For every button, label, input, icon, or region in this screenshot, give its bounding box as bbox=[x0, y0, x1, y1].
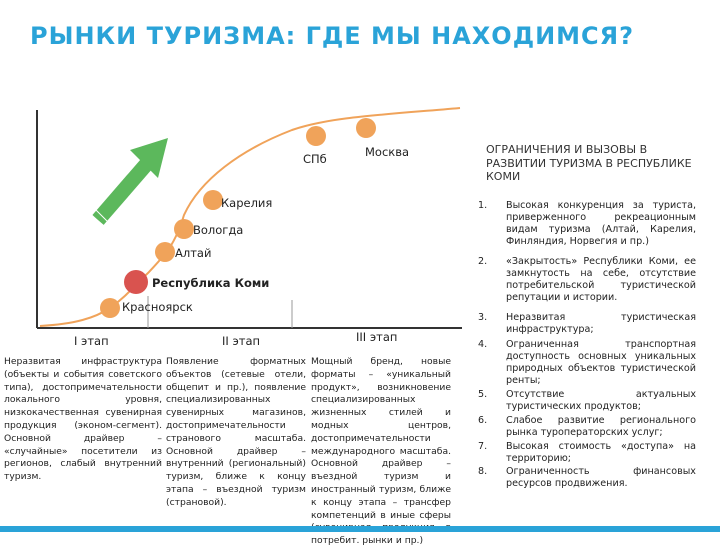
stage-2-description: Появление форматных объектов (сетевые отели, общепит и пр.), появление специализированных сувенирных магазинов, достопримечательности странового масштаба. Основной драйвер – внутренний (региональный) туризм, ближе к концу этапа – въездной туризм (страновой). bbox=[166, 356, 306, 508]
node-spb bbox=[306, 126, 326, 146]
node-krasnoyarsk bbox=[100, 298, 120, 318]
label-moscow: Москва bbox=[365, 145, 410, 159]
label-altai: Алтай bbox=[175, 246, 212, 260]
list-item: 8. Ограниченность финансовых ресурсов продвижения. bbox=[478, 466, 696, 490]
constraints-list bbox=[478, 200, 718, 492]
stage-1-description: Неразвитая инфраструктура (объекты и события советского типа), достопримечательности локального уровня, низкокачественная сувенирная продукция (эконом-сегмент). Основной драйвер – «случайные» посетители из регионов, слабый внутренний туризм. bbox=[4, 356, 162, 483]
label-spb: СПб bbox=[303, 152, 327, 166]
page-title: РЫНКИ ТУРИЗМА: ГДЕ МЫ НАХОДИМСЯ? bbox=[30, 22, 635, 50]
node-vologda bbox=[174, 219, 194, 239]
list-item: 1. Высокая конкуренция за туриста, приверженного рекреационным видам туризма (Алтай, Карелия, Финляндия, Норвегия и пр.) bbox=[478, 200, 696, 248]
node-komi bbox=[124, 270, 148, 294]
node-moscow bbox=[356, 118, 376, 138]
list-item: 6. Слабое развитие регионального рынка туроператорских услуг; bbox=[478, 415, 696, 439]
node-altai bbox=[155, 242, 175, 262]
stage-1-label: I этап bbox=[74, 334, 109, 348]
stage-2-label: II этап bbox=[222, 334, 261, 348]
list-item: 4. Ограниченная транспортная доступность основных уникальных природных объектов туристической ренты; bbox=[478, 339, 696, 387]
label-komi: Республика Коми bbox=[152, 276, 270, 290]
list-item: 5. Отсутствие актуальных туристических продуктов; bbox=[478, 389, 696, 413]
stage-3-description: Мощный бренд, новые форматы – «уникальный продукт», возникновение специализированных жизненных стилей и модных центров, достопримечательности международного масштаба. Основной драйвер – въездной туризм и иностранный туризм, ближе к концу этапа – трансфер компетенций в иные сферы потребит. рынки и пр.) bbox=[311, 356, 451, 547]
list-item: 3. Неразвитая туристическая инфраструктура; bbox=[478, 312, 696, 336]
bottom-accent-bar bbox=[0, 526, 720, 532]
label-vologda: Вологда bbox=[193, 223, 244, 237]
list-item: 7. Высокая стоимость «доступа» на территорию; bbox=[478, 441, 696, 465]
node-karelia bbox=[203, 190, 223, 210]
stage-3-label: III этап bbox=[356, 330, 398, 344]
label-karelia: Карелия bbox=[221, 196, 273, 210]
label-krasnoyarsk: Красноярск bbox=[122, 300, 193, 314]
growth-arrow-icon bbox=[88, 138, 168, 232]
constraints-heading: ОГРАНИЧЕНИЯ И ВЫЗОВЫ В РАЗВИТИИ ТУРИЗМА В РЕСПУБЛИКЕ КОМИ bbox=[486, 143, 692, 183]
list-item: 2. «Закрытость» Республики Коми, ее замкнутость на себе, отсутствие потребительской туристической репутации и истории. bbox=[478, 256, 696, 304]
